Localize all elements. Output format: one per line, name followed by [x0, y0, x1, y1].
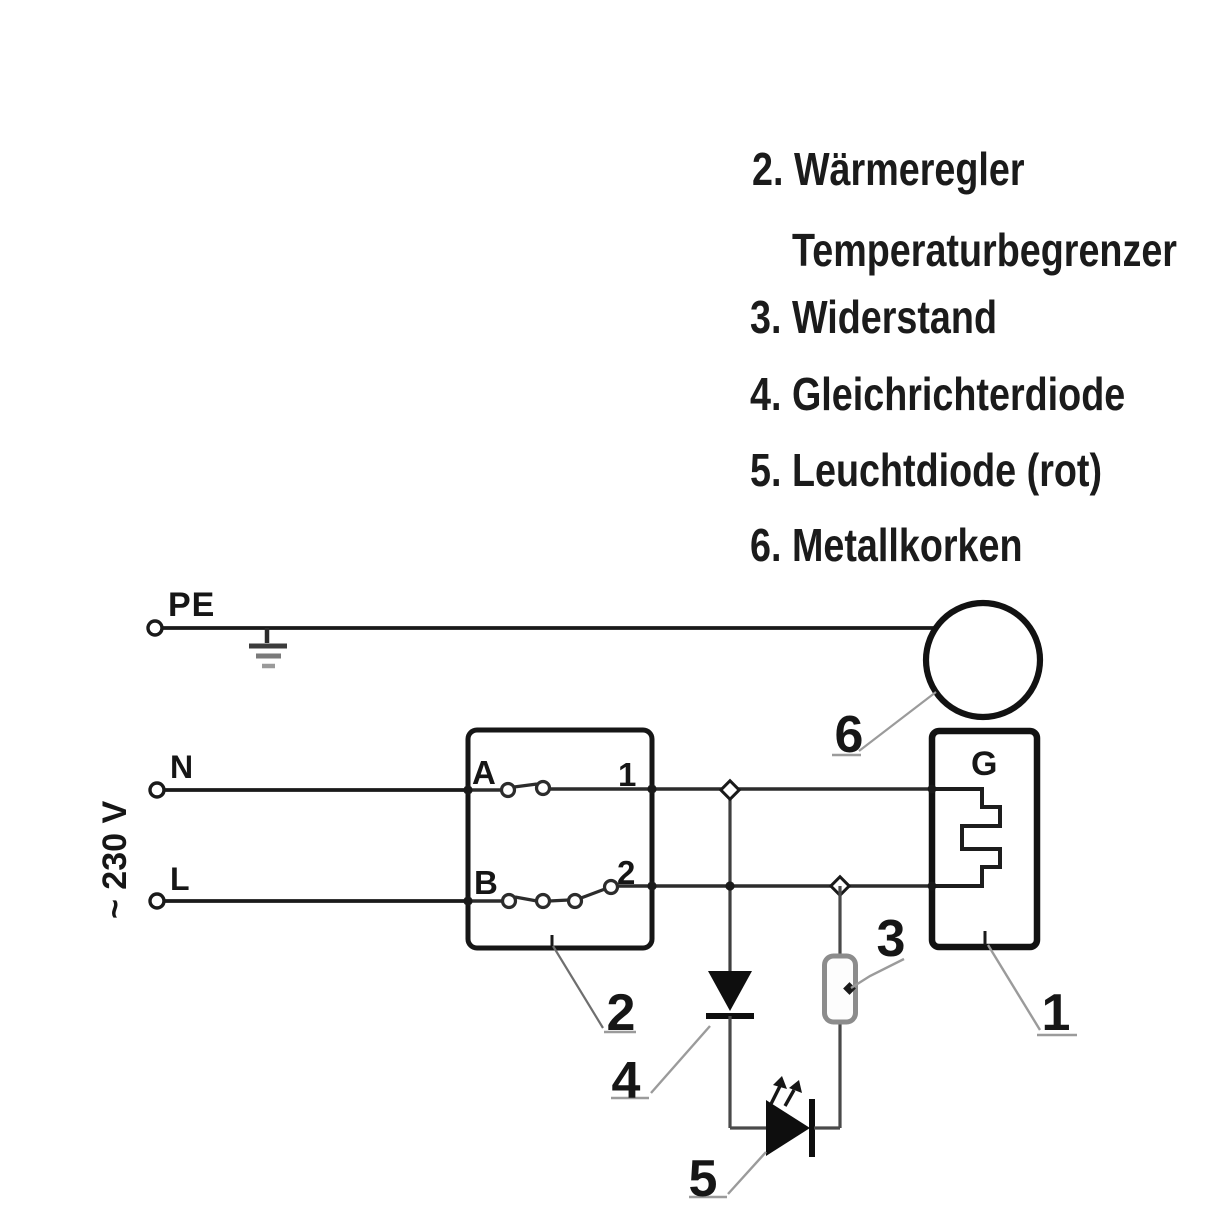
contact-a-pivot-2: [537, 782, 550, 795]
legend-item-widerstand: 3. Widerstand: [750, 291, 997, 343]
junction-heater-top: [928, 785, 937, 794]
contact-b-link-2: [549, 900, 569, 901]
contact-b-pivot-1: [503, 895, 516, 908]
metal-cork-circle: [926, 603, 1040, 717]
leader-1: [988, 945, 1040, 1030]
contact-b-link-1: [515, 897, 537, 901]
out1-label: 1: [618, 756, 637, 793]
callout-4: 4: [611, 1052, 641, 1110]
contact-b-pivot-2: [537, 895, 550, 908]
callout-2: 2: [606, 984, 636, 1042]
pe-label: PE: [168, 586, 216, 624]
heating-element-meander: [930, 789, 1000, 886]
led-arrow-2-shaft: [785, 1090, 794, 1106]
contact-b-pivot-4: [605, 881, 618, 894]
leader-5: [728, 1152, 766, 1194]
voltage-label: ~ 230 V: [96, 800, 134, 919]
callout-5: 5: [688, 1150, 718, 1208]
junction-diode-branch: [725, 881, 734, 890]
legend-item-leuchtdiode: 5. Leuchtdiode (rot): [750, 444, 1103, 496]
contact-b-lever: [581, 889, 605, 898]
leader-2: [553, 946, 603, 1028]
pe-terminal: [148, 621, 162, 635]
junction-box-right-bottom: [647, 881, 656, 890]
junction-box-left-bottom: [463, 896, 472, 905]
out2-label: 2: [617, 854, 636, 891]
contact-b-label: B: [474, 864, 498, 901]
live-label: L: [170, 861, 190, 897]
junction-heater-bottom: [928, 882, 937, 891]
neutral-terminal: [150, 783, 164, 797]
led-arrow-1-shaft: [771, 1086, 780, 1104]
legend-item-gleichrichterdiode: 4. Gleichrichterdiode: [750, 368, 1126, 420]
leader-4: [651, 1026, 710, 1093]
junction-diamond-top: [721, 781, 739, 799]
rectifier-diode-triangle: [708, 971, 752, 1011]
live-terminal: [150, 894, 164, 908]
callout-1: 1: [1041, 984, 1071, 1042]
legend-item-metallkorken: 6. Metallkorken: [750, 519, 1023, 571]
contact-a-pivot-1: [502, 784, 515, 797]
junction-box-right-top: [647, 784, 656, 793]
leader-6: [859, 692, 936, 751]
contact-a-label: A: [472, 754, 496, 791]
led-arrow-2-head: [789, 1080, 802, 1093]
heater-g-label: G: [971, 745, 998, 783]
neutral-label: N: [170, 749, 194, 785]
led-triangle: [766, 1100, 810, 1156]
legend-item-waermeregler: 2. Wärmeregler: [752, 143, 1025, 195]
legend-item-temperaturbegrenzer: Temperaturbegrenzer: [792, 224, 1178, 276]
callout-6: 6: [834, 706, 864, 764]
contact-a-lever: [514, 784, 537, 787]
callout-3: 3: [876, 910, 906, 968]
contact-b-pivot-3: [569, 895, 582, 908]
